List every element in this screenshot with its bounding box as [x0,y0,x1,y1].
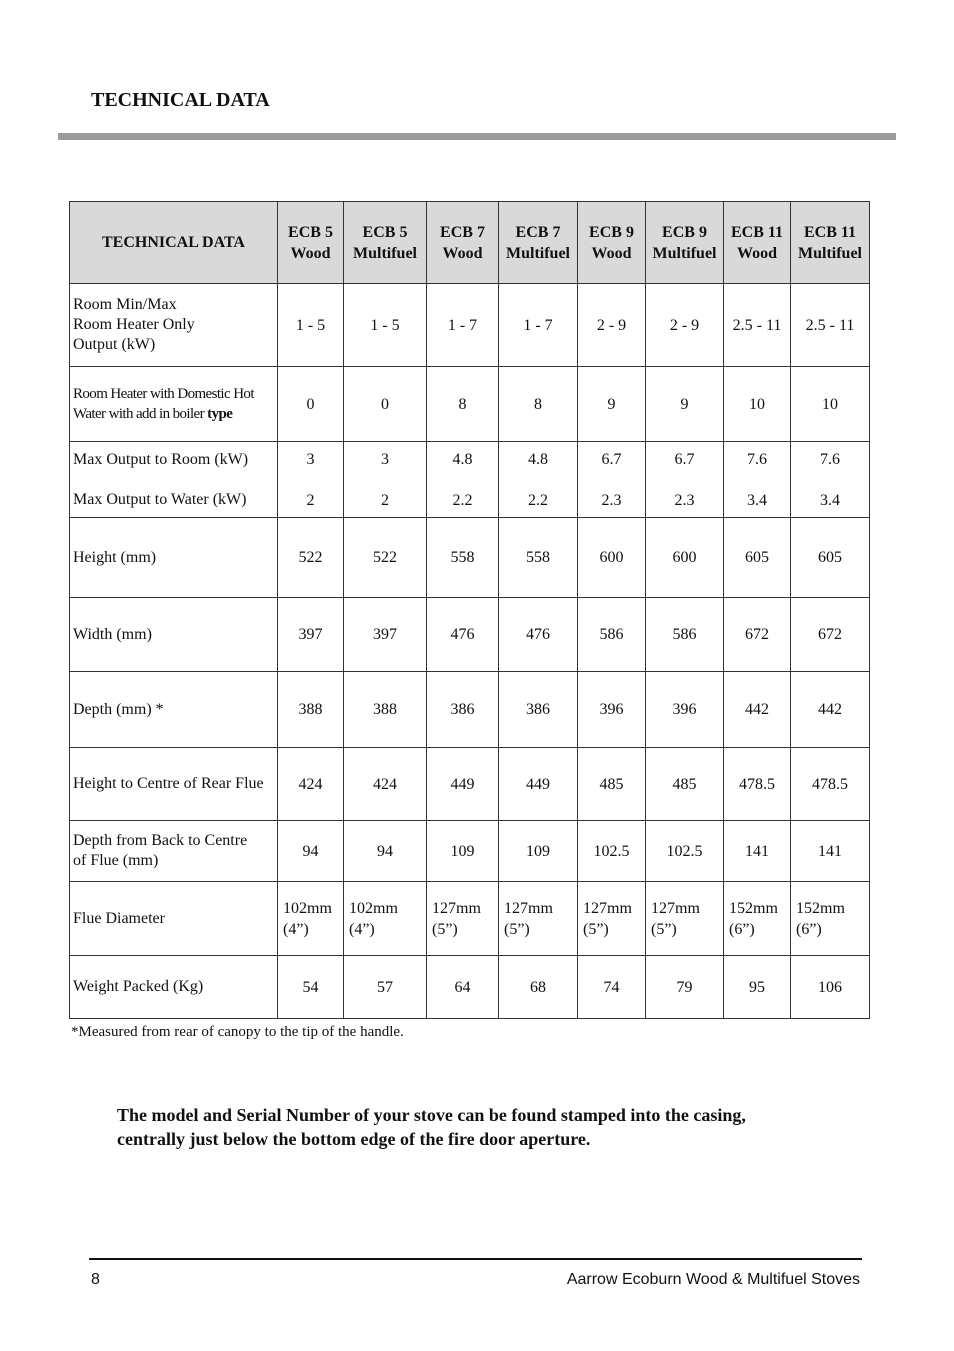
table-cell: 127mm (5”) [578,882,646,956]
table-cell: 127mm (5”) [427,882,499,956]
table-cell: 8 [427,367,499,442]
table-cell: 106 [791,956,870,1019]
row-label: Depth (mm) * [70,672,278,748]
table-cell: 605 [791,518,870,598]
table-cell: 558 [427,518,499,598]
table-cell: 102.5 [646,821,724,882]
table-row [70,882,870,956]
table-cell: 476 [427,598,499,672]
table-cell: 8 [499,367,578,442]
table-cell: 3 2 [344,442,427,518]
table-cell: 2.5 - 11 [791,284,870,367]
table-cell: 442 [724,672,791,748]
table-cell: 586 [646,598,724,672]
table-cell: 600 [646,518,724,598]
table-cell: 94 [278,821,344,882]
table-row [70,956,870,1019]
table-row [70,442,870,518]
table-row [70,518,870,598]
table-cell: 68 [499,956,578,1019]
table-cell: 152mm (6”) [724,882,791,956]
table-cell: 558 [499,518,578,598]
table-cell: 102mm (4”) [344,882,427,956]
table-cell: 74 [578,956,646,1019]
table-cell: 4.8 2.2 [499,442,578,518]
column-header: ECB 5 Multifuel [344,202,427,284]
technical-data-table [69,201,870,1019]
table-cell: 0 [344,367,427,442]
table-row [70,598,870,672]
table-cell: 449 [427,748,499,821]
column-header: ECB 9 Wood [578,202,646,284]
table-cell: 94 [344,821,427,882]
table-cell: 396 [646,672,724,748]
table-cell: 109 [427,821,499,882]
column-header: ECB 7 Multifuel [499,202,578,284]
row-label: Flue Diameter [70,882,278,956]
table-cell: 7.6 3.4 [724,442,791,518]
table-cell: 397 [344,598,427,672]
table-cell: 388 [278,672,344,748]
table-cell: 485 [578,748,646,821]
table-cell: 7.6 3.4 [791,442,870,518]
table-cell: 1 - 7 [499,284,578,367]
row-label: Weight Packed (Kg) [70,956,278,1019]
table-cell: 397 [278,598,344,672]
table-cell: 586 [578,598,646,672]
table-cell: 1 - 5 [278,284,344,367]
table-cell: 10 [791,367,870,442]
table-cell: 672 [724,598,791,672]
table-cell: 522 [344,518,427,598]
table-row [70,672,870,748]
table-cell: 386 [499,672,578,748]
table-cell: 141 [724,821,791,882]
table-corner-heading: TECHNICAL DATA [70,202,278,284]
table-cell: 485 [646,748,724,821]
table-cell: 2 - 9 [646,284,724,367]
row-label: Depth from Back to Centre of Flue (mm) [70,821,278,882]
table-cell: 6.7 2.3 [646,442,724,518]
serial-number-notice: The model and Serial Number of your stove can be found stamped into the casing, centrally just below the bottom edge of the fire door aperture. [117,1105,746,1149]
table-cell: 127mm (5”) [646,882,724,956]
table-cell: 396 [578,672,646,748]
row-label: Room Min/Max Room Heater Only Output (kW) [70,284,278,367]
table-header-row [70,202,870,284]
table-cell: 672 [791,598,870,672]
column-header: ECB 11 Wood [724,202,791,284]
table-cell: 605 [724,518,791,598]
table-cell: 388 [344,672,427,748]
table-row [70,284,870,367]
footer-title: Aarrow Ecoburn Wood & Multifuel Stoves [566,1271,860,1288]
table-cell: 9 [646,367,724,442]
table-cell: 64 [427,956,499,1019]
table-row [70,748,870,821]
table-cell: 1 - 5 [344,284,427,367]
table-cell: 109 [499,821,578,882]
table-cell: 3 2 [278,442,344,518]
table-cell: 6.7 2.3 [578,442,646,518]
table-cell: 4.8 2.2 [427,442,499,518]
footer-divider [89,1258,862,1260]
column-header: ECB 9 Multifuel [646,202,724,284]
table-cell: 1 - 7 [427,284,499,367]
table-cell: 54 [278,956,344,1019]
table-cell: 2 - 9 [578,284,646,367]
row-label: Width (mm) [70,598,278,672]
table-cell: 9 [578,367,646,442]
table-row [70,367,870,442]
table-cell: 600 [578,518,646,598]
table-cell: 2.5 - 11 [724,284,791,367]
table-cell: 152mm (6”) [791,882,870,956]
table-cell: 522 [278,518,344,598]
table-row [70,821,870,882]
column-header: ECB 11 Multifuel [791,202,870,284]
table-cell: 478.5 [724,748,791,821]
page-title: TECHNICAL DATA [91,89,270,111]
column-header: ECB 7 Wood [427,202,499,284]
table-cell: 102mm (4”) [278,882,344,956]
table-cell: 478.5 [791,748,870,821]
table-cell: 95 [724,956,791,1019]
table-cell: 141 [791,821,870,882]
row-label: Height to Centre of Rear Flue [70,748,278,821]
row-label: Height (mm) [70,518,278,598]
table-cell: 102.5 [578,821,646,882]
table-footnote: *Measured from rear of canopy to the tip of the handle. [71,1024,404,1040]
table-cell: 79 [646,956,724,1019]
column-header: ECB 5 Wood [278,202,344,284]
title-divider [58,133,896,140]
table-cell: 424 [344,748,427,821]
table-cell: 449 [499,748,578,821]
row-label: Max Output to Room (kW) Max Output to Water (kW) [70,442,278,518]
table-cell: 10 [724,367,791,442]
table-cell: 386 [427,672,499,748]
table-cell: 442 [791,672,870,748]
table-cell: 0 [278,367,344,442]
table-cell: 127mm (5”) [499,882,578,956]
table-cell: 57 [344,956,427,1019]
page-number: 8 [91,1271,100,1288]
table-cell: 476 [499,598,578,672]
row-label: Room Heater with Domestic Hot Water with add in boiler type [70,367,278,442]
table-cell: 424 [278,748,344,821]
